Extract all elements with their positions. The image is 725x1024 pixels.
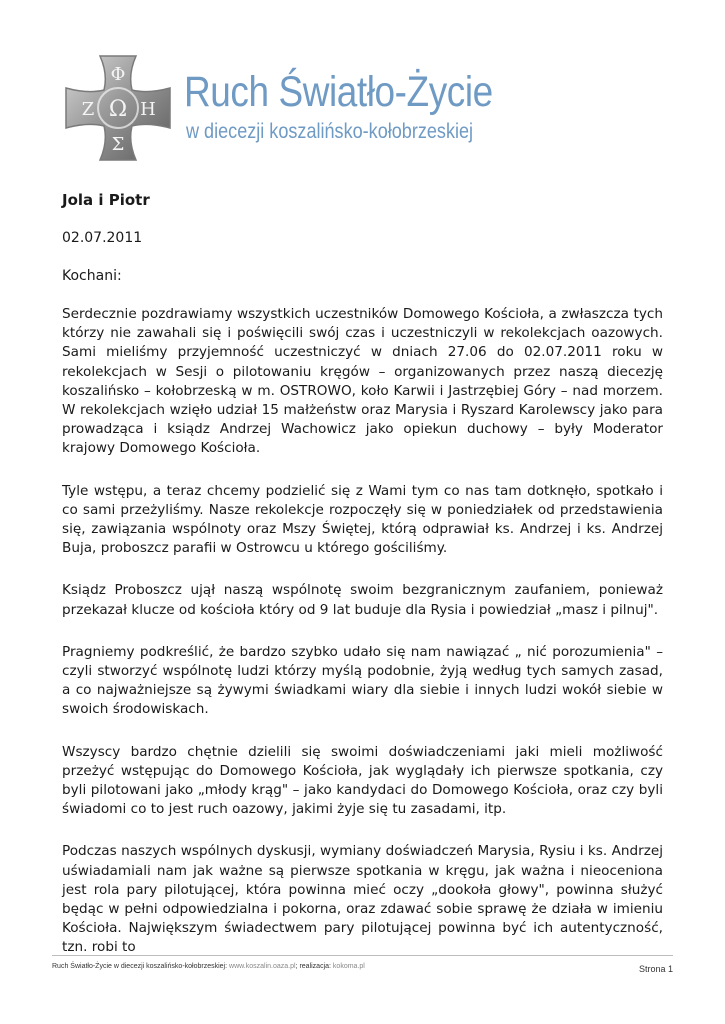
paragraph-3: Ksiądz Proboszcz ujął naszą wspólnotę swoim bezgranicznym zaufaniem, ponieważ przekazał klucze od kościoła który od 9 lat buduje dla Rysia i powiedział „masz i pilnuj".: [62, 582, 663, 618]
footer-realizacja-label: realizacja:: [299, 963, 331, 970]
page-header: [58, 50, 678, 170]
footer-divider: [52, 955, 673, 956]
paragraph-5: Wszyscy bardzo chętnie dzielili się swoimi doświadczeniami jaki mieli możliwość przeżyć wstępując do Domowego Kościoła, jak wyglądały ich pierwsze spotkania, czy byli pilotowani jako „młody krąg" – jako kandydaci do Domowego Kościoła, oraz czy byli świadomi co to jest ruch oazowy, jakimi żyje się tu zasadami, itp.: [62, 743, 663, 818]
brand-title: Ruch Światło-Życie: [184, 68, 493, 116]
logo-letter-right: Η: [140, 99, 156, 120]
article-content: [62, 190, 663, 981]
paragraph-6: Podczas naszych wspólnych dyskusji, wymiany doświadczeń Marysia, Rysiu i ks. Andrzej uświadamiali nam jak ważne są pierwsze spotkania w kręgu, jak ważna i nieoceniona jest rola pary pilotującej, która powinna mieć oczy „dookoła głowy", powinna służyć będąc w pełni odpowiedzialna i pokorna, oraz zdawać sobie sprawę że działa w imieniu Kościoła. Największym świadectwem pary pilotującej powinna być ich autentyczność, tzn. robi to: [62, 843, 663, 956]
footer-realizacja-link[interactable]: kokoma.pl: [332, 963, 365, 970]
paragraph-1: Serdecznie pozdrawiamy wszystkich uczestników Domowego Kościoła, a zwłaszcza tych którzy nie zawahali się i poświęcili swój czas i uczestniczyli w rekolekcjach oazowych. Sami mieliśmy przyjemność uczestniczyć w dniach 27.06 do 02.07.2011 roku w rekolekcjach w Sesji o pilotowaniu kręgów – organizowanych przez naszą diecezję koszalińsko – kołobrzeską w m. OSTROWO, koło Karwii i Jastrzębiej Góry – nad morzem. W rekolekcjach wzięło udział 15 małżeństw oraz Marysia i Ryszard Karolewscy jako para prowadząca i ksiądz Andrzej Wachowicz jako opiekun duchowy – były Moderator krajowy Domowego Kościoła.: [62, 306, 663, 457]
footer-credits: [52, 963, 365, 970]
article-date: 02.07.2011: [62, 230, 143, 246]
logo-letter-top: Φ: [110, 64, 126, 85]
footer-site-link[interactable]: www.koszalin.oaza.pl: [229, 963, 296, 970]
logo-letter-bottom: Σ: [111, 134, 125, 155]
article-author: Jola i Piotr: [62, 191, 150, 209]
paragraph-2: Tyle wstępu, a teraz chcemy podzielić się z Wami tym co nas tam dotknęło, spotkało i co sami przeżyliśmy. Nasze rekolekcje rozpoczęły się w poniedziałek od przedstawienia się, zawiązania wspólnoty oraz Mszy Świętej, którą odprawiał ks. Andrzej i ks. Andrzej Buja, proboszcz parafii w Ostrowcu u którego gościliśmy.: [62, 482, 663, 557]
footer-org: Ruch Światło-Życie w diecezji koszalińsko-kołobrzeskiej:: [52, 963, 228, 970]
page-number: Strona 1: [638, 964, 673, 974]
logo-letter-center: Ω: [108, 97, 128, 122]
brand-subtitle: w diecezji koszalińsko-kołobrzeskiej: [186, 120, 474, 143]
logo-letter-left: Ζ: [81, 99, 95, 120]
article-greeting: Kochani:: [62, 268, 122, 284]
movement-logo-cross: [62, 52, 174, 164]
footer-separator: ;: [295, 963, 298, 970]
paragraph-4: Pragniemy podkreślić, że bardzo szybko udało się nam nawiązać „ nić porozumienia" – czyli stworzyć wspólnotę ludzi którzy myślą podobnie, żyją według tych samych zasad, a co najważniejsze są żywymi świadkami wiary dla siebie i innych ludzi wokół siebie w swoich środowiskach.: [62, 643, 663, 718]
